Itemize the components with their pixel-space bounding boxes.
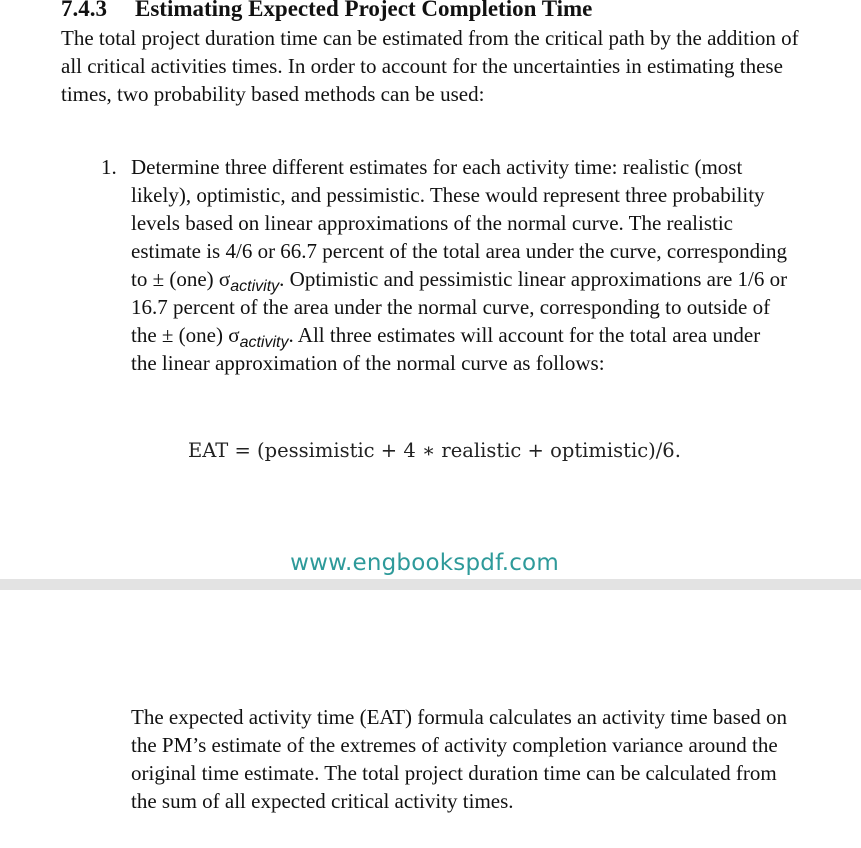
page-break-divider <box>0 579 861 590</box>
sigma-subscript-2: activity <box>239 334 289 351</box>
section-heading <box>61 0 592 26</box>
list-item <box>101 153 801 377</box>
sigma-subscript-1: activity <box>230 278 280 295</box>
outro-paragraph: The expected activity time (EAT) formula calculates an activity time based on the PM’s estimate of the extremes of activity completion variance around the original time estimate. The total project duration time can be calculated from the sum of all expected critical activity times. <box>131 705 787 813</box>
list-text-part3: . All three estimates will account for the total area under the linear approximation of the normal curve as follows: <box>131 323 761 375</box>
list-text-part1: Determine three different estimates for each activity time: realistic (most likely), optimistic, and pessimistic. These would represent three probability levels based on linear approximations of the normal curve. The realistic estimate is 4/6 or 66.7 percent of the total area under the curve, corresponding to ± (one) σ <box>131 155 788 291</box>
list-text-part2: . Optimistic and pessimistic linear approximations are 1/6 or 16.7 percent of the area under the normal curve, corresponding to outside of the ± (one) σ <box>131 267 788 347</box>
watermark-link[interactable]: www.engbookspdf.com <box>290 550 559 576</box>
intro-paragraph: The total project duration time can be estimated from the critical path by the addition of all critical activities times. In order to account for the uncertainties in estimating these times, two probability based methods can be used: <box>61 26 799 106</box>
list-marker: 1. <box>101 155 117 179</box>
section-title: Estimating Expected Project Completion Time <box>135 0 593 21</box>
section-number: 7.4.3 <box>61 0 107 21</box>
eat-formula: EAT = (pessimistic + 4 ∗ realistic + optimistic)/6. <box>188 439 681 462</box>
list-item-body <box>131 153 791 377</box>
